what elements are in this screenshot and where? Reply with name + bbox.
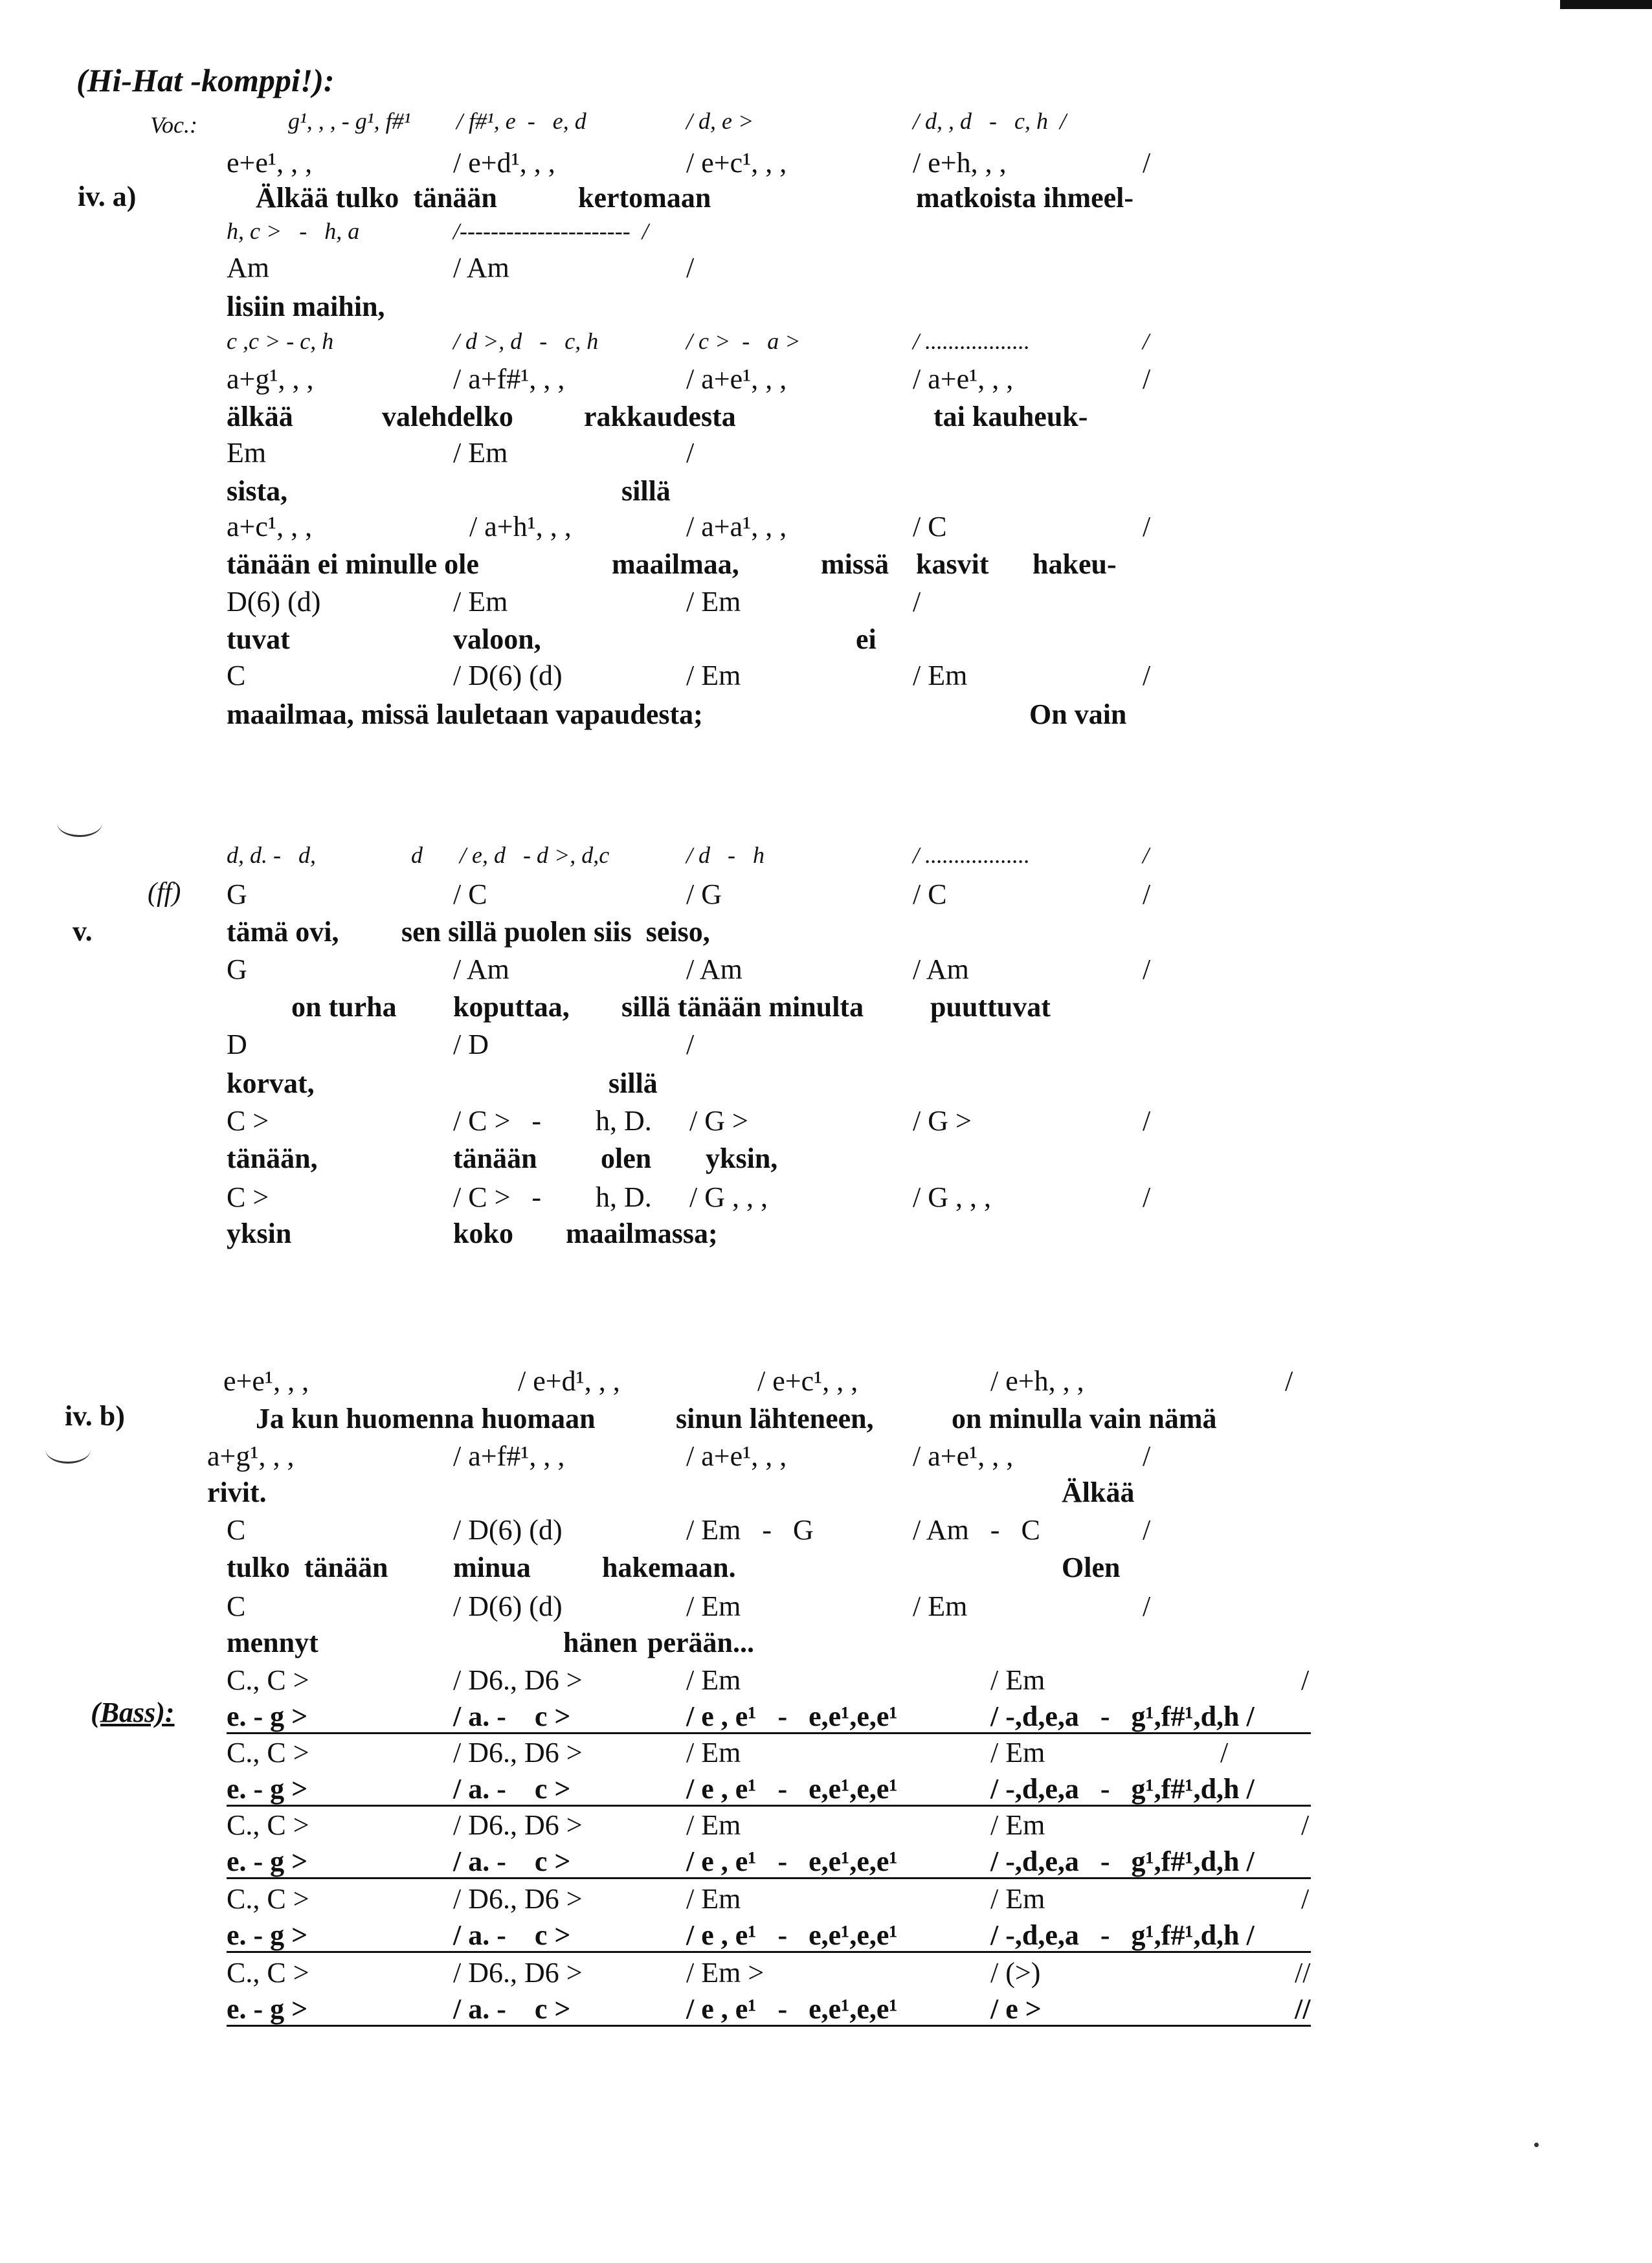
lyric-line bbox=[0, 183, 1652, 219]
lyric-line bbox=[0, 699, 1652, 735]
mel-text: / d, e > bbox=[686, 108, 754, 134]
chord-text: e+e¹, , , bbox=[223, 1365, 309, 1397]
chord-text: / Em - G bbox=[686, 1514, 814, 1546]
bass-text: / e , e¹ - e,e¹,e,e¹ bbox=[686, 1845, 898, 1877]
chord-text: / C > - bbox=[453, 1105, 542, 1137]
chord-text: / Am - C bbox=[913, 1514, 1040, 1546]
lyric-text: sen sillä puolen siis seiso, bbox=[401, 916, 710, 948]
chord-text: h, D. bbox=[596, 1181, 652, 1213]
chord-line bbox=[0, 1106, 1652, 1142]
lyric-text: sista, bbox=[227, 475, 288, 507]
chord-line bbox=[0, 1441, 1652, 1477]
chord-text: C., C > bbox=[227, 1664, 309, 1696]
mel-text: / d >, d - c, h bbox=[453, 328, 599, 354]
chord-text: / G > bbox=[913, 1105, 972, 1137]
chord-text: / a+f#¹, , , bbox=[453, 1440, 565, 1472]
bass-text: / a. - c > bbox=[453, 1919, 571, 1951]
lyric-text: korvat, bbox=[227, 1067, 315, 1099]
chord-text: / bbox=[1143, 1590, 1151, 1622]
chord-text: / e+d¹, , , bbox=[518, 1365, 620, 1397]
chord-text: e+e¹, , , bbox=[227, 147, 313, 179]
bass-text: e. - g > bbox=[227, 1919, 308, 1951]
chord-line bbox=[0, 586, 1652, 623]
chord-text: / D(6) (d) bbox=[453, 660, 563, 691]
chord-text: / Em bbox=[686, 1590, 741, 1622]
lyric-text: älkää bbox=[227, 401, 293, 432]
chord-line bbox=[0, 879, 1652, 915]
mel-text: d, d. - d, bbox=[227, 842, 316, 868]
lyric-line bbox=[0, 1068, 1652, 1104]
mel-line bbox=[0, 329, 1652, 365]
chord-text: / bbox=[1143, 1105, 1151, 1137]
lyric-line bbox=[0, 1477, 1652, 1513]
lyric-text: valoon, bbox=[453, 623, 541, 655]
chord-line bbox=[0, 1957, 1652, 1994]
chord-text: // bbox=[1295, 1957, 1311, 1989]
chord-text: / a+e¹, , , bbox=[913, 363, 1014, 395]
mel-text: / d - h bbox=[686, 842, 765, 868]
lyric-text: sillä bbox=[621, 475, 671, 507]
bass-underline bbox=[227, 1877, 1311, 1879]
chord-text: / D6., D6 > bbox=[453, 1957, 583, 1989]
chord-text: a+c¹, , , bbox=[227, 511, 313, 542]
chord-text: / G > bbox=[689, 1105, 748, 1137]
chord-text: / e+h, , , bbox=[990, 1365, 1084, 1397]
chord-text: / bbox=[1143, 878, 1151, 910]
chord-text: / bbox=[1143, 1514, 1151, 1546]
chord-text: / D6., D6 > bbox=[453, 1883, 583, 1915]
lyric-text: tänään ei minulle ole bbox=[227, 548, 479, 580]
lyric-text: maailmaa, bbox=[612, 548, 739, 580]
chord-text: / D(6) (d) bbox=[453, 1514, 563, 1546]
lyric-text: sinun lähteneen, bbox=[676, 1403, 874, 1434]
chord-text: / Am bbox=[686, 953, 742, 985]
chord-text: C bbox=[227, 1514, 246, 1546]
section-label-iv-b: iv. b) bbox=[65, 1400, 125, 1432]
lyric-text: matkoista ihmeel- bbox=[916, 182, 1134, 214]
chord-text: / Em bbox=[990, 1809, 1045, 1841]
bass-underline bbox=[227, 1951, 1311, 1953]
bass-text: / a. - c > bbox=[453, 1700, 571, 1732]
chord-line bbox=[0, 1737, 1652, 1774]
lyric-text: koputtaa, bbox=[453, 991, 570, 1023]
chord-line bbox=[0, 1515, 1652, 1551]
lyric-text: hänen bbox=[563, 1627, 638, 1658]
lyric-text: mennyt bbox=[227, 1627, 318, 1658]
chord-line bbox=[0, 660, 1652, 697]
chord-text: / bbox=[913, 586, 921, 618]
chord-text: / G , , , bbox=[913, 1181, 991, 1213]
chord-text: / D6., D6 > bbox=[453, 1664, 583, 1696]
chord-text: C bbox=[227, 660, 246, 691]
bass-text: / e , e¹ - e,e¹,e,e¹ bbox=[686, 1919, 898, 1951]
chord-text: / D6., D6 > bbox=[453, 1809, 583, 1841]
chord-text: / bbox=[686, 1029, 695, 1060]
chord-text: / Em > bbox=[686, 1957, 765, 1989]
chord-text: / Em bbox=[990, 1883, 1045, 1915]
chord-text: / bbox=[1301, 1809, 1310, 1841]
lyric-text: tuvat bbox=[227, 623, 290, 655]
lyric-text: yksin bbox=[227, 1218, 292, 1249]
chord-line bbox=[0, 1029, 1652, 1065]
chord-text: / a+e¹, , , bbox=[686, 363, 787, 395]
lyric-text: tulko tänään bbox=[227, 1552, 388, 1583]
lyric-line bbox=[0, 1627, 1652, 1664]
chord-text: / C bbox=[913, 878, 947, 910]
bass-underline bbox=[227, 2025, 1311, 2027]
section-label-v: v. bbox=[73, 915, 93, 947]
chord-text: / D bbox=[453, 1029, 489, 1060]
mel-text: / f#¹, e - e, d bbox=[456, 108, 586, 134]
chord-text: C > bbox=[227, 1105, 269, 1137]
chord-text: / a+a¹, , , bbox=[686, 511, 787, 542]
chord-text: / e+h, , , bbox=[913, 147, 1007, 179]
mel-text: / .................. bbox=[913, 328, 1031, 354]
bass-text: / a. - c > bbox=[453, 1993, 571, 2025]
bass-text: / a. - c > bbox=[453, 1845, 571, 1877]
lyric-text: On vain bbox=[1029, 698, 1127, 730]
chord-text: / Em bbox=[686, 1883, 741, 1915]
chord-text: / bbox=[1143, 363, 1151, 395]
lyric-text: sillä tänään minulta bbox=[621, 991, 864, 1023]
chord-text: / bbox=[1143, 953, 1151, 985]
chord-text: D bbox=[227, 1029, 247, 1060]
bass-underline bbox=[227, 1805, 1311, 1807]
chord-text: / C bbox=[913, 511, 947, 542]
chord-text: / Em bbox=[686, 586, 741, 618]
chord-text: / e+c¹, , , bbox=[757, 1365, 858, 1397]
chord-line bbox=[0, 1591, 1652, 1627]
sheet-heading: (Hi-Hat -komppi!): bbox=[76, 62, 335, 98]
scan-speck bbox=[1534, 2143, 1539, 2147]
bass-text: e. - g > bbox=[227, 1993, 308, 2025]
chord-text: Am bbox=[227, 252, 269, 284]
chord-text: / Em bbox=[686, 660, 741, 691]
lyric-text: tämä ovi, bbox=[227, 916, 339, 948]
mel-text: / bbox=[1143, 842, 1150, 868]
chord-text: / D(6) (d) bbox=[453, 1590, 563, 1622]
bass-text: / e , e¹ - e,e¹,e,e¹ bbox=[686, 1993, 898, 2025]
chord-text: / Am bbox=[453, 252, 509, 284]
mel-text: / d, , d - c, h / bbox=[913, 108, 1066, 134]
bass-text: / e > bbox=[990, 1993, 1042, 2025]
lyric-text: hakeu- bbox=[1032, 548, 1117, 580]
mel-text: / .................. bbox=[913, 842, 1031, 868]
chord-text: C bbox=[227, 1590, 246, 1622]
lyric-text: Olen bbox=[1062, 1552, 1121, 1583]
section-label-iv-a: iv. a) bbox=[78, 181, 137, 212]
lyric-text: kertomaan bbox=[578, 182, 711, 214]
lyric-text: ei bbox=[856, 623, 876, 655]
lyric-text: maailmassa; bbox=[566, 1218, 718, 1249]
chord-text: C > bbox=[227, 1181, 269, 1213]
lyric-line bbox=[0, 549, 1652, 585]
chord-text: C., C > bbox=[227, 1957, 309, 1989]
chord-text: G bbox=[227, 878, 247, 910]
lyric-text: Älkää bbox=[1062, 1477, 1135, 1508]
chord-text: / e+d¹, , , bbox=[453, 147, 555, 179]
chord-text: / Em bbox=[453, 437, 508, 469]
lyric-text: hakemaan. bbox=[602, 1552, 736, 1583]
lyric-text: Ja kun huomenna huomaan bbox=[256, 1403, 596, 1434]
scan-edge-mark bbox=[1560, 0, 1652, 9]
lyric-line bbox=[0, 917, 1652, 953]
bass-text: / -,d,e,a - g¹,f#¹,d,h / bbox=[990, 1919, 1255, 1951]
lyric-text: tänään, bbox=[227, 1143, 318, 1174]
lyric-text: rakkaudesta bbox=[584, 401, 736, 432]
bass-text: / a. - c > bbox=[453, 1773, 571, 1805]
lyric-line bbox=[0, 1552, 1652, 1589]
bass-text: e. - g > bbox=[227, 1773, 308, 1805]
chord-line bbox=[0, 1366, 1652, 1402]
chord-text: / Am bbox=[913, 953, 969, 985]
chord-text: / G bbox=[686, 878, 722, 910]
chord-text: / Em bbox=[686, 1664, 741, 1696]
bass-text: e. - g > bbox=[227, 1845, 308, 1877]
chord-line bbox=[0, 954, 1652, 990]
lyric-text: olen bbox=[601, 1143, 652, 1174]
bass-text: // bbox=[1295, 1993, 1311, 2025]
chord-text: / D6., D6 > bbox=[453, 1737, 583, 1768]
chord-text: / C bbox=[453, 878, 487, 910]
chord-text: C., C > bbox=[227, 1809, 309, 1841]
chord-text: / bbox=[1220, 1737, 1229, 1768]
vocal-label: Voc.: bbox=[150, 112, 197, 138]
chord-text: / C > - bbox=[453, 1181, 542, 1213]
chord-text: Em bbox=[227, 437, 267, 469]
mel-text: g¹, , , - g¹, f#¹ bbox=[288, 108, 411, 134]
chord-text: / bbox=[1285, 1365, 1293, 1397]
chord-text: C., C > bbox=[227, 1737, 309, 1768]
lyric-line bbox=[0, 1143, 1652, 1179]
chord-line bbox=[0, 148, 1652, 184]
chord-text: G bbox=[227, 953, 247, 985]
mel-text: /---------------------- / bbox=[453, 218, 649, 244]
lyric-text: kasvit bbox=[916, 548, 989, 580]
bass-text: e. - g > bbox=[227, 1700, 308, 1732]
chord-text: / bbox=[1301, 1883, 1310, 1915]
bass-text: / -,d,e,a - g¹,f#¹,d,h / bbox=[990, 1700, 1255, 1732]
lyric-text: tai kauheuk- bbox=[933, 401, 1088, 432]
bass-underline bbox=[227, 1732, 1311, 1734]
mel-text: / c > - a > bbox=[686, 328, 801, 354]
chord-line bbox=[0, 1665, 1652, 1701]
chord-text: / Em bbox=[686, 1737, 741, 1768]
chord-line bbox=[0, 364, 1652, 400]
mel-text: h, c > - h, a bbox=[227, 218, 360, 244]
bass-label: (Bass): bbox=[91, 1697, 175, 1728]
lyric-line bbox=[0, 1403, 1652, 1440]
lyric-text: valehdelko bbox=[382, 401, 513, 432]
chord-text: / a+e¹, , , bbox=[913, 1440, 1014, 1472]
chord-text: / bbox=[1143, 660, 1151, 691]
chord-text: / bbox=[1301, 1664, 1310, 1696]
bass-text: / -,d,e,a - g¹,f#¹,d,h / bbox=[990, 1773, 1255, 1805]
lyric-text: yksin, bbox=[706, 1143, 778, 1174]
chord-line bbox=[0, 438, 1652, 474]
chord-text: h, D. bbox=[596, 1105, 652, 1137]
chord-text: a+g¹, , , bbox=[227, 363, 314, 395]
lyric-line bbox=[0, 476, 1652, 512]
lyric-text: puuttuvat bbox=[930, 991, 1051, 1023]
pencil-mark bbox=[57, 809, 102, 837]
lyric-line bbox=[0, 401, 1652, 438]
mel-line bbox=[0, 219, 1652, 255]
lyric-text: lisiin maihin, bbox=[227, 291, 385, 322]
chord-text: / Em bbox=[990, 1664, 1045, 1696]
lyric-text: minua bbox=[453, 1552, 531, 1583]
dynamic-marking: (ff) bbox=[148, 878, 181, 908]
bass-text: / e , e¹ - e,e¹,e,e¹ bbox=[686, 1773, 898, 1805]
chord-text: / a+f#¹, , , bbox=[453, 363, 565, 395]
chord-text: / Em bbox=[990, 1737, 1045, 1768]
lyric-line bbox=[0, 291, 1652, 328]
lyric-text: on minulla vain nämä bbox=[952, 1403, 1217, 1434]
lyric-text: Älkää tulko tänään bbox=[256, 182, 497, 214]
lyric-text: on turha bbox=[291, 991, 397, 1023]
mel-line bbox=[0, 843, 1652, 879]
lyric-text: tänään bbox=[453, 1143, 537, 1174]
lyric-text: maailmaa, missä lauletaan vapaudesta; bbox=[227, 698, 703, 730]
chord-text: / Em bbox=[913, 1590, 968, 1622]
chord-text: / Am bbox=[453, 953, 509, 985]
mel-text: c ,c > - c, h bbox=[227, 328, 334, 354]
chord-text: / bbox=[686, 252, 695, 284]
lyric-line bbox=[0, 624, 1652, 660]
chord-line bbox=[0, 252, 1652, 289]
chord-text: / e+c¹, , , bbox=[686, 147, 787, 179]
chord-text: D(6) (d) bbox=[227, 586, 321, 618]
lyric-text: sillä bbox=[608, 1067, 658, 1099]
chord-text: / (>) bbox=[990, 1957, 1041, 1989]
chord-text: / bbox=[1143, 147, 1151, 179]
chord-text: / a+e¹, , , bbox=[686, 1440, 787, 1472]
chord-text: / bbox=[1143, 1181, 1151, 1213]
chord-text: C., C > bbox=[227, 1883, 309, 1915]
chord-text: / G , , , bbox=[689, 1181, 768, 1213]
chord-text: / Em bbox=[913, 660, 968, 691]
chord-text: / bbox=[686, 437, 695, 469]
chord-text: / Em bbox=[686, 1809, 741, 1841]
lyric-line bbox=[0, 1218, 1652, 1254]
lyric-text: koko bbox=[453, 1218, 513, 1249]
mel-text: d bbox=[411, 842, 423, 868]
chord-text: a+g¹, , , bbox=[207, 1440, 295, 1472]
lyric-text: perään... bbox=[647, 1627, 754, 1658]
chord-text: / a+h¹, , , bbox=[469, 511, 572, 542]
chord-text: / bbox=[1143, 511, 1151, 542]
chord-line bbox=[0, 511, 1652, 548]
mel-text: / bbox=[1143, 328, 1150, 354]
bass-text: / -,d,e,a - g¹,f#¹,d,h / bbox=[990, 1845, 1255, 1877]
chord-text: / bbox=[1143, 1440, 1151, 1472]
bass-text: / e , e¹ - e,e¹,e,e¹ bbox=[686, 1700, 898, 1732]
chord-text: / Em bbox=[453, 586, 508, 618]
mel-line bbox=[0, 109, 1652, 145]
chord-line bbox=[0, 1810, 1652, 1846]
chord-line bbox=[0, 1182, 1652, 1218]
mel-text: / e, d - d >, d,c bbox=[460, 842, 610, 868]
lyric-line bbox=[0, 992, 1652, 1028]
chord-line bbox=[0, 1884, 1652, 1920]
lyric-text: rivit. bbox=[207, 1477, 267, 1508]
lyric-text: missä bbox=[821, 548, 889, 580]
